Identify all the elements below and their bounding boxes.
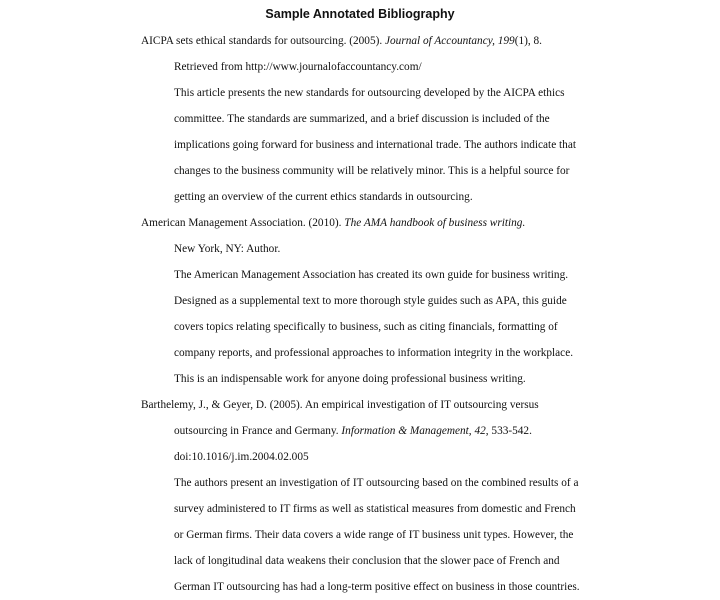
entry-3-annotation-line: lack of longitudinal data weakens their conclusion that the slower pace of French and (174, 555, 560, 567)
entry-2-annotation-line: This is an indispensable work for anyone doing professional business writing. (174, 373, 526, 385)
entry-3-annotation-line: German IT outsourcing has had a long-term positive effect on business in those countries. (174, 581, 580, 593)
citation-text: Barthelemy, J., & Geyer, D. (2005). An empirical investigation of IT outsourcing versus (141, 399, 539, 411)
entry-2-annotation-line: company reports, and professional approaches to information integrity in the workplace. (174, 347, 574, 359)
citation-journal: Journal of Accountancy, 199 (385, 35, 515, 47)
entry-3-annotation-line: or German firms. Their data covers a wide range of IT business unit types. However, the (174, 529, 574, 541)
citation-publisher: New York, NY: Author. (174, 243, 281, 255)
entry-2-citation-line-2 (174, 242, 280, 256)
entry-3-citation-line-3 (174, 450, 309, 464)
entry-1-annotation-line: implications going forward for business and international trade. The authors indicate that (174, 139, 576, 151)
entry-1-annotation-line: This article presents the new standards for outsourcing developed by the AICPA ethics (174, 87, 565, 99)
entry-2-annotation-line: Designed as a supplemental text to more thorough style guides such as APA, this guide (174, 295, 567, 307)
citation-book-title: The AMA handbook of business writing. (344, 217, 526, 229)
entry-1-citation-line-1 (141, 34, 542, 48)
document-title: Sample Annotated Bibliography (265, 7, 455, 21)
entry-3-citation-line-2 (174, 424, 532, 438)
citation-text: , 533-542. (485, 425, 532, 437)
citation-text: outsourcing in France and Germany. (174, 425, 342, 437)
entry-3-annotation-line: The authors present an investigation of IT outsourcing based on the combined results of a (174, 477, 579, 489)
citation-journal: Information & Management, 42 (341, 425, 486, 437)
citation-url: Retrieved from http://www.journalofaccountancy.com/ (174, 61, 422, 73)
entry-2-annotation-line: covers topics relating specifically to business, such as citing financials, formatting of (174, 321, 558, 333)
entry-1-annotation-line: changes to the business community will be relatively minor. This is a helpful source for (174, 165, 570, 177)
entry-3-annotation-line: survey administered to IT firms as well as statistical measures from domestic and French (174, 503, 576, 515)
citation-text: (1), 8. (514, 35, 542, 47)
entry-3-citation-line-1 (141, 398, 539, 412)
entry-1-citation-line-2 (174, 60, 422, 74)
entry-2-citation-line-1 (141, 216, 525, 230)
citation-text: American Management Association. (2010). (141, 217, 345, 229)
entry-2-annotation-line: The American Management Association has created its own guide for business writing. (174, 269, 569, 281)
entry-1-annotation-line: getting an overview of the current ethics standards in outsourcing. (174, 191, 473, 203)
entry-1-annotation-line: committee. The standards are summarized, and a brief discussion is included of the (174, 113, 550, 125)
citation-doi: doi:10.1016/j.im.2004.02.005 (174, 451, 309, 463)
citation-text: AICPA sets ethical standards for outsourcing. (2005). (141, 35, 386, 47)
